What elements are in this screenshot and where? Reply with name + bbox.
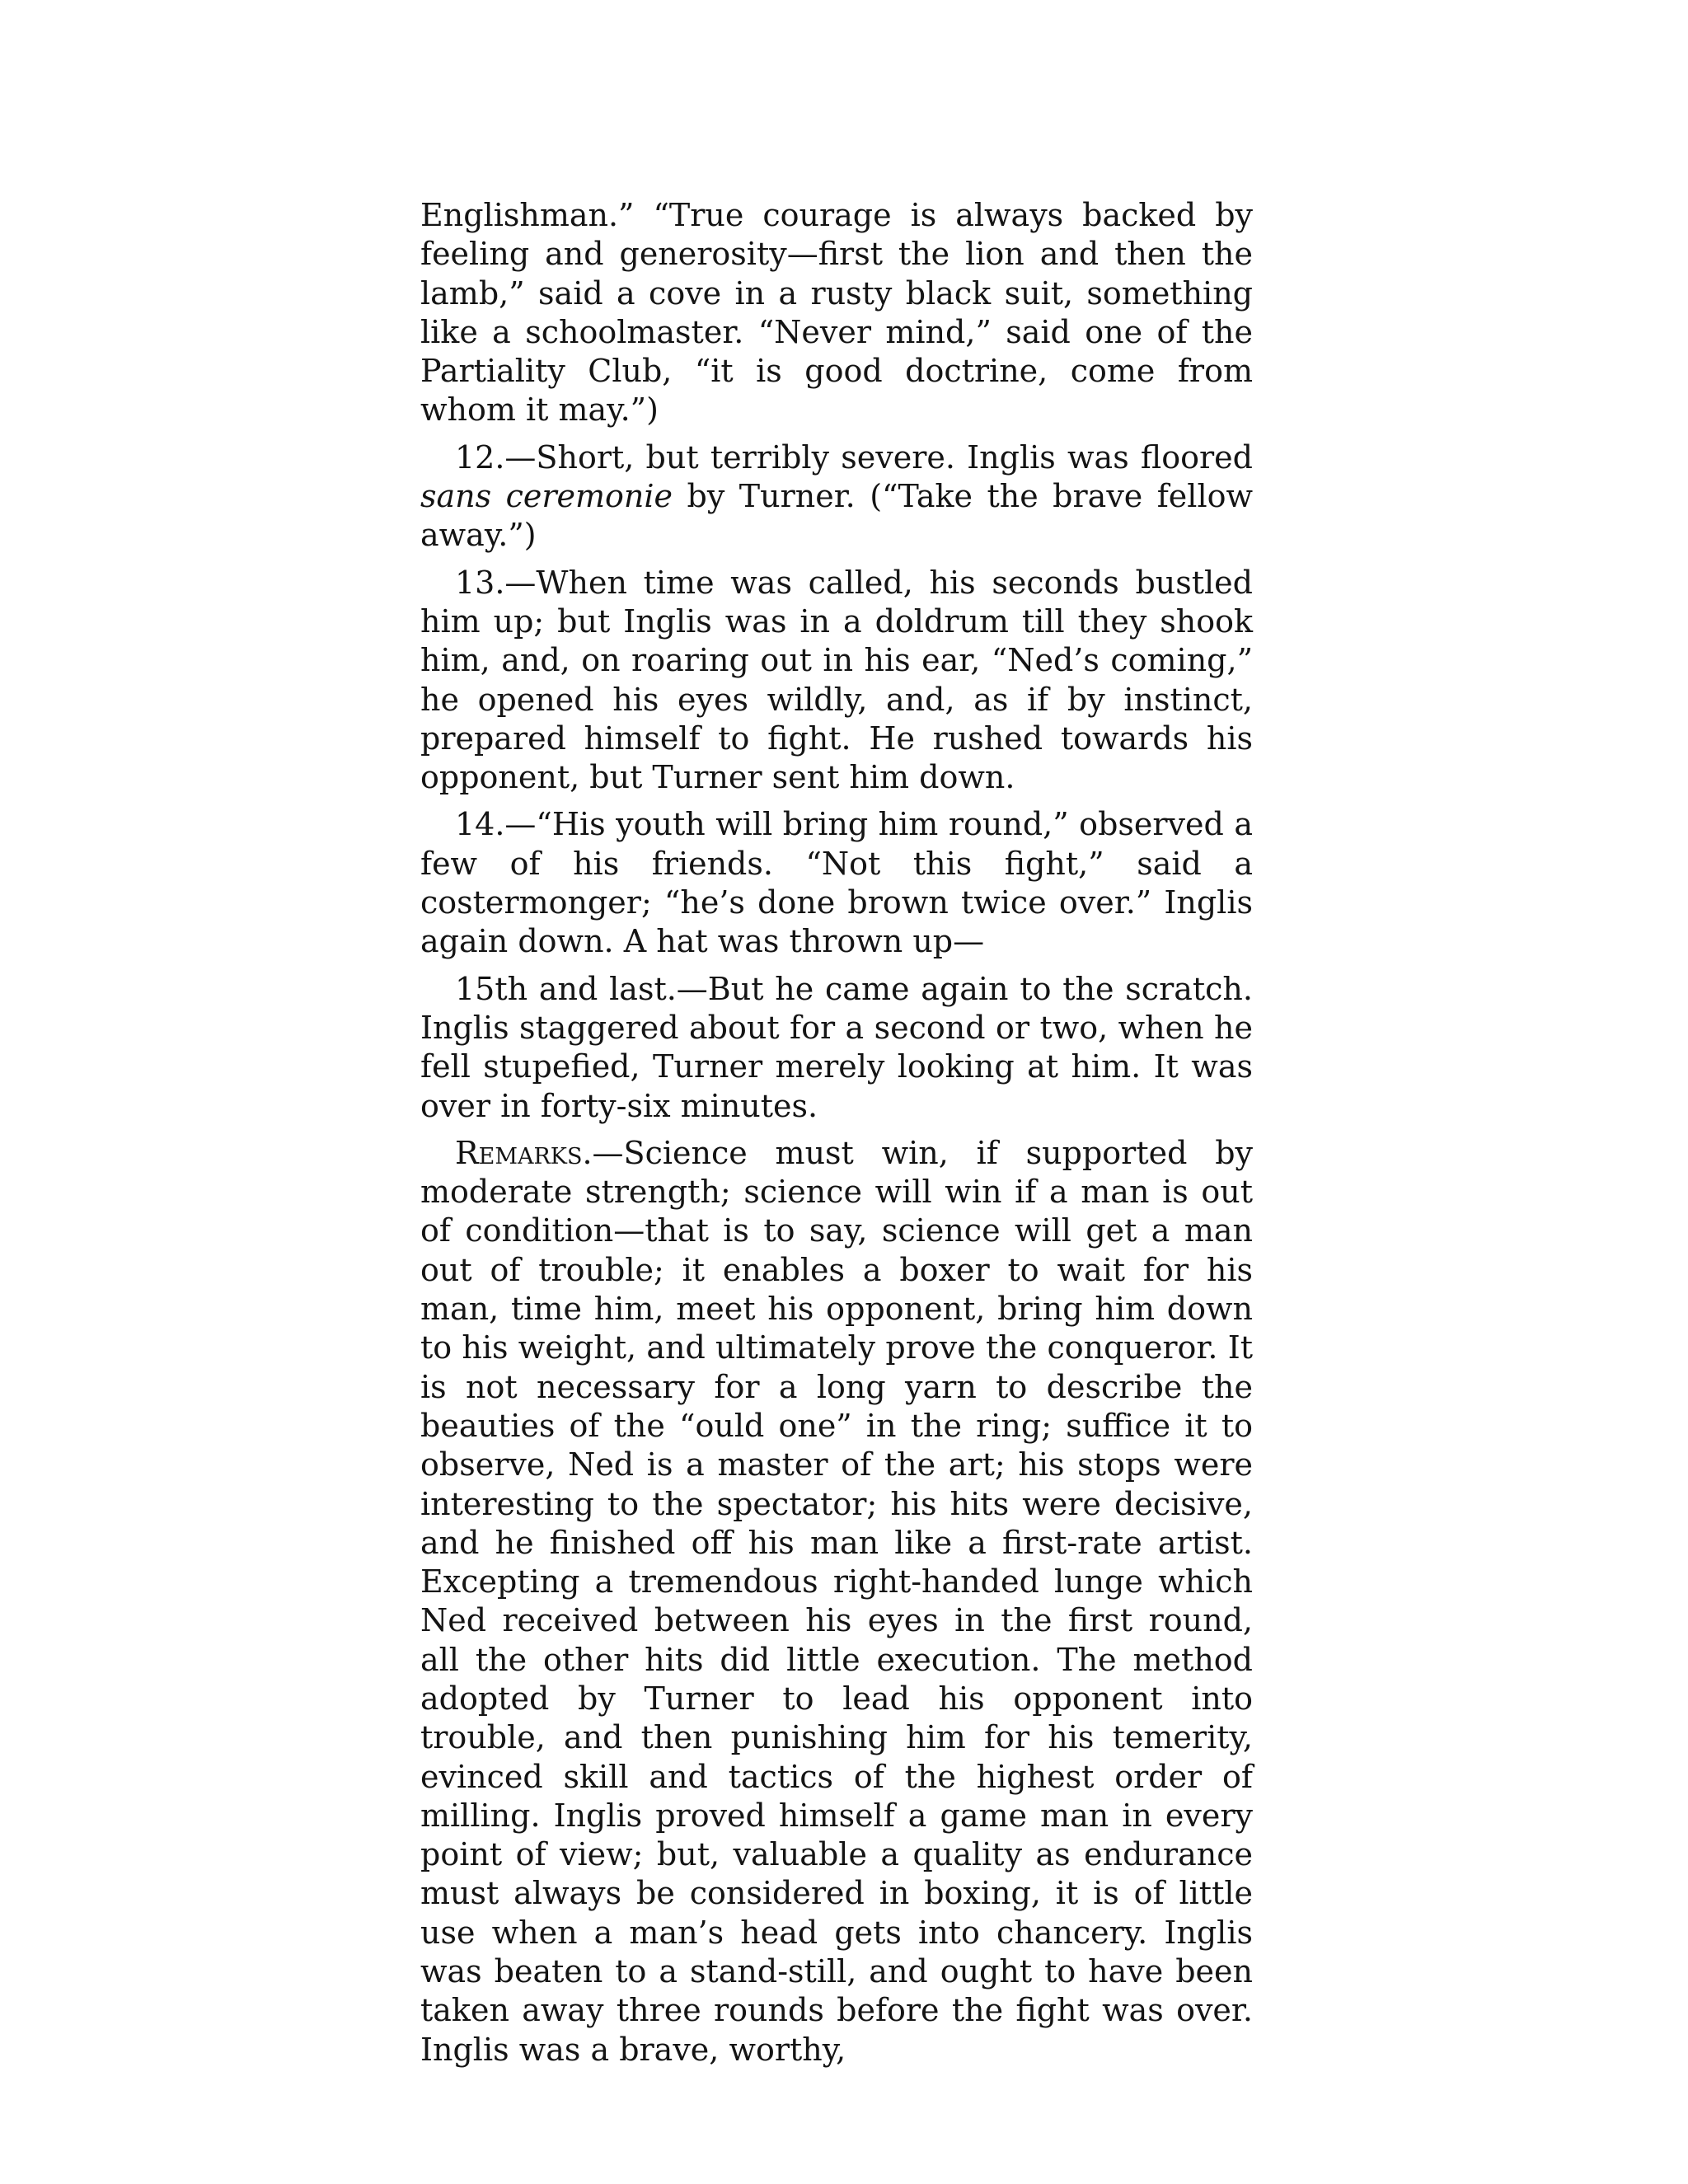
- paragraph-text: 15th and last.—But he came again to the scratch. Inglis staggered about for a second or two, when he fell stupefied, Turner merely looking at him. It was over in forty-six minutes.: [420, 970, 1253, 1124]
- remarks-label: Remarks: [455, 1134, 583, 1171]
- paragraph-text: .—Science must win, if supported by moderate strength; science will win if a man is out of condition—that is to say, science will get a man out of trouble; it enables a boxer to wait for his man, time him, meet his opponent, bring him down to his weight, and ultimately prove the conqueror. It is not necessary for a long yarn to describe the beauties of the “ould one” in the ring; suffice it to observe, Ned is a master of the art; his stops were interesting to the spectator; his hits were decisive, and he finished off his man like a first-rate artist. Excepting a tremendous right-handed lunge which Ned received between his eyes in the first round, all the other hits did little execution. The method adopted by Turner to lead his opponent into trouble, and then punishing him for his temerity, evinced skill and tactics of the highest order of milling. Inglis proved himself a game man in every point of view; but, valuable a quality as endurance must always be considered in boxing, it is of little use when a man’s head gets into chancery. Inglis was beaten to a stand-still, and ought to have been taken away three rounds before the fight was over. Inglis was a brave, worthy,: [420, 1134, 1253, 2068]
- paragraph-round-12: [420, 438, 1253, 555]
- paragraph-text: 13.—When time was called, his seconds bustled him up; but Inglis was in a doldrum till they shook him, and, on roaring out in his ear, “Ned’s coming,” he opened his eyes wildly, and, as if by instinct, prepared himself to fight. He rushed towards his opponent, but Turner sent him down.: [420, 564, 1253, 796]
- paragraph-text: 12.—Short, but terribly severe. Inglis was floored: [455, 438, 1253, 476]
- body-text: [420, 196, 1253, 2069]
- italic-phrase: sans ceremonie: [420, 478, 673, 515]
- paragraph-round-14: [420, 805, 1253, 961]
- paragraph-text: Englishman.” “True courage is always backed by feeling and generosity—first the lion and then the lamb,” said a cove in a rusty black suit, something like a schoolmaster. “Never mind,” said one of the Partiality Club, “it is good doctrine, come from whom it may.”): [420, 197, 1253, 429]
- paragraph-remarks: [420, 1134, 1253, 2069]
- paragraph-round-15: [420, 970, 1253, 1126]
- paragraph-text: by Turner. (“Take the brave fellow away.”): [420, 478, 1253, 554]
- paragraph-round-13: [420, 564, 1253, 798]
- paragraph-continuation: [420, 196, 1253, 430]
- paragraph-text: 14.—“His youth will bring him round,” observed a few of his friends. “Not this fight,” said a costermonger; “he’s done brown twice over.” Inglis again down. A hat was thrown up—: [420, 806, 1253, 960]
